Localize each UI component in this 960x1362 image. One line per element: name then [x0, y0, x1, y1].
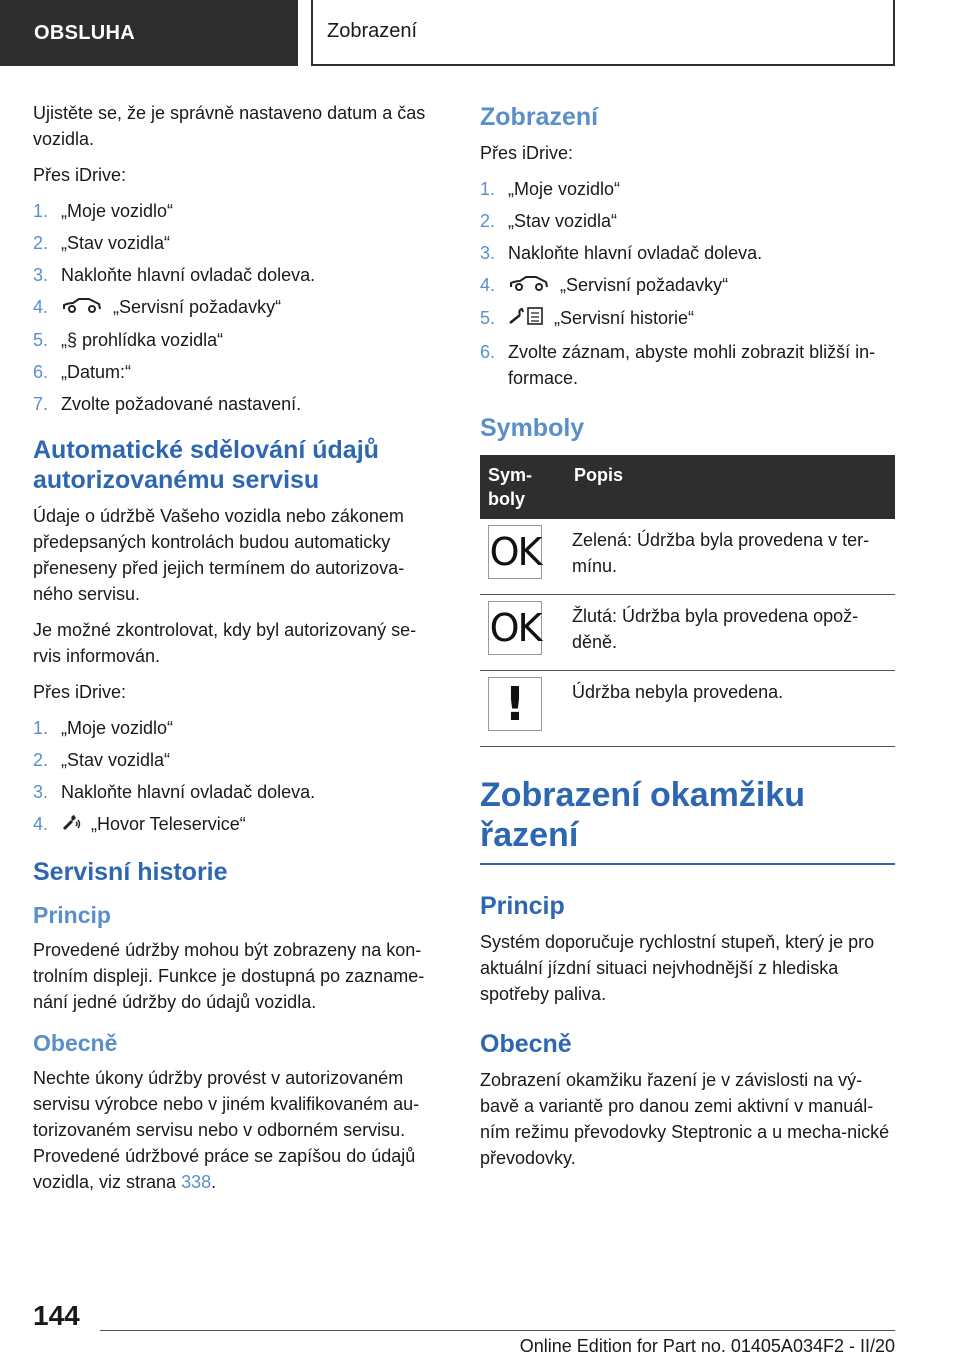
chapter-title: Zobrazení	[311, 0, 895, 66]
list-item: 4. „Hovor Teleservice“	[33, 811, 443, 839]
page-reference-link[interactable]: 338	[181, 1172, 212, 1192]
table-row	[480, 671, 895, 747]
ok-green-icon: OK	[488, 525, 542, 579]
table-cell: Žlutá: Údržba byla provedena opož-děně.	[566, 595, 895, 671]
heading-general: Obecně	[480, 1030, 572, 1058]
auto-report-text-2: Je možné zkontrolovat, kdy byl autorizovaný se-rvis informován.	[33, 620, 417, 667]
list-item: 3. Nakloňte hlavní ovladač doleva.	[33, 782, 316, 803]
steps-date	[33, 198, 443, 417]
section-label: OBSLUHA	[0, 0, 298, 66]
list-item: 2. „Stav vozidla“	[33, 233, 171, 253]
column-header-symbol: Sym-boly	[480, 455, 566, 519]
page-number: 144	[33, 1300, 80, 1331]
table-cell: Údržba nebyla provedena.	[566, 671, 895, 747]
edition-note: Online Edition for Part no. 01405A034F2 - II/20	[519, 1336, 895, 1356]
steps-teleservice	[33, 715, 443, 839]
heading-shift-indicator: Zobrazení okamžiku řazení	[480, 775, 895, 865]
column-header-description: Popis	[566, 455, 895, 519]
list-item: 3. Nakloňte hlavní ovladač doleva.	[480, 243, 763, 263]
table-cell: Zelená: Údržba byla provedena v ter-mínu.	[566, 519, 895, 595]
list-item: 1. „Moje vozidlo“	[33, 718, 174, 739]
list-item: 6. „Datum:“	[33, 362, 132, 383]
heading-display: Zobrazení	[480, 103, 599, 131]
list-item: 7. Zvolte požadované nastavení.	[33, 394, 302, 415]
heading-principle: Princip	[33, 902, 111, 928]
table-row	[480, 595, 895, 671]
steps-history	[480, 176, 895, 391]
idrive-label: Přes iDrive:	[33, 165, 127, 185]
list-item: 5. „Servisní historie“	[480, 305, 895, 333]
heading-service-history: Servisní historie	[33, 858, 228, 886]
car-icon	[61, 295, 103, 321]
table-row	[480, 519, 895, 595]
ok-yellow-icon: OK	[488, 601, 542, 655]
right-column	[480, 100, 895, 1181]
general-text: Zobrazení okamžiku řazení je v závislosti na vý-bavě a variantě pro danou zemi aktivní v manuál-ním režimu převodovky Steptronic a u mecha-nické převodovky.	[480, 1070, 890, 1168]
list-item: 1. „Moje vozidlo“	[33, 201, 174, 221]
page-header	[0, 0, 960, 66]
heading-auto-report: Automatické sdělování údajů autorizovanému servisu	[33, 436, 379, 495]
heading-symbols: Symboly	[480, 414, 585, 442]
table-header-row	[480, 455, 895, 519]
footer-divider	[100, 1330, 895, 1331]
heading-general: Obecně	[33, 1030, 118, 1056]
teleservice-icon	[61, 812, 81, 839]
list-item: 6. Zvolte záznam, abyste mohli zobrazit bližší in-formace.	[480, 342, 876, 388]
list-item: 2. „Stav vozidla“	[480, 211, 618, 231]
idrive-label: Přes iDrive:	[33, 682, 127, 703]
list-item: 4. „Servisní požadavky“	[33, 294, 443, 321]
principle-text: Systém doporučuje rychlostní stupeň, který je pro aktuální jízdní situaci nejvhodnější z hlediska spotřeby paliva.	[480, 932, 875, 1004]
idrive-label: Přes iDrive:	[480, 143, 574, 163]
list-item: 1. „Moje vozidlo“	[480, 179, 621, 199]
list-item: 5. „§ prohlídka vozidla“	[33, 330, 224, 351]
symbols-table	[480, 455, 895, 747]
service-history-icon	[508, 306, 544, 333]
warning-exclamation-icon: !	[488, 677, 542, 731]
principle-text: Provedené údržby mohou být zobrazeny na kon-trolním displeji. Funkce je dostupná po zazname-nání jedné údržby do údajů vozidla.	[33, 940, 425, 1012]
car-icon	[508, 273, 550, 299]
list-item: 3. Nakloňte hlavní ovladač doleva.	[33, 265, 316, 285]
general-text: Nechte úkony údržby provést v autorizovaném servisu výrobce nebo v jiném kvalifikovaném au-torizovaném servisu nebo v odborném servisu. Provedené údržbové práce se zapíšou do údajů vozidla, viz strana 338.	[33, 1068, 420, 1192]
list-item: 2. „Stav vozidla“	[33, 750, 171, 771]
list-item: 4. „Servisní požadavky“	[480, 272, 895, 299]
left-column	[33, 100, 443, 1205]
heading-principle: Princip	[480, 892, 565, 920]
auto-report-text-1: Údaje o údržbě Vašeho vozidla nebo zákonem předepsaných kontrolách budou automaticky přeneseny před jejich termínem do autorizova-ného servisu.	[33, 506, 405, 605]
intro-text: Ujistěte se, že je správně nastaveno datum a čas vozidla.	[33, 103, 426, 149]
